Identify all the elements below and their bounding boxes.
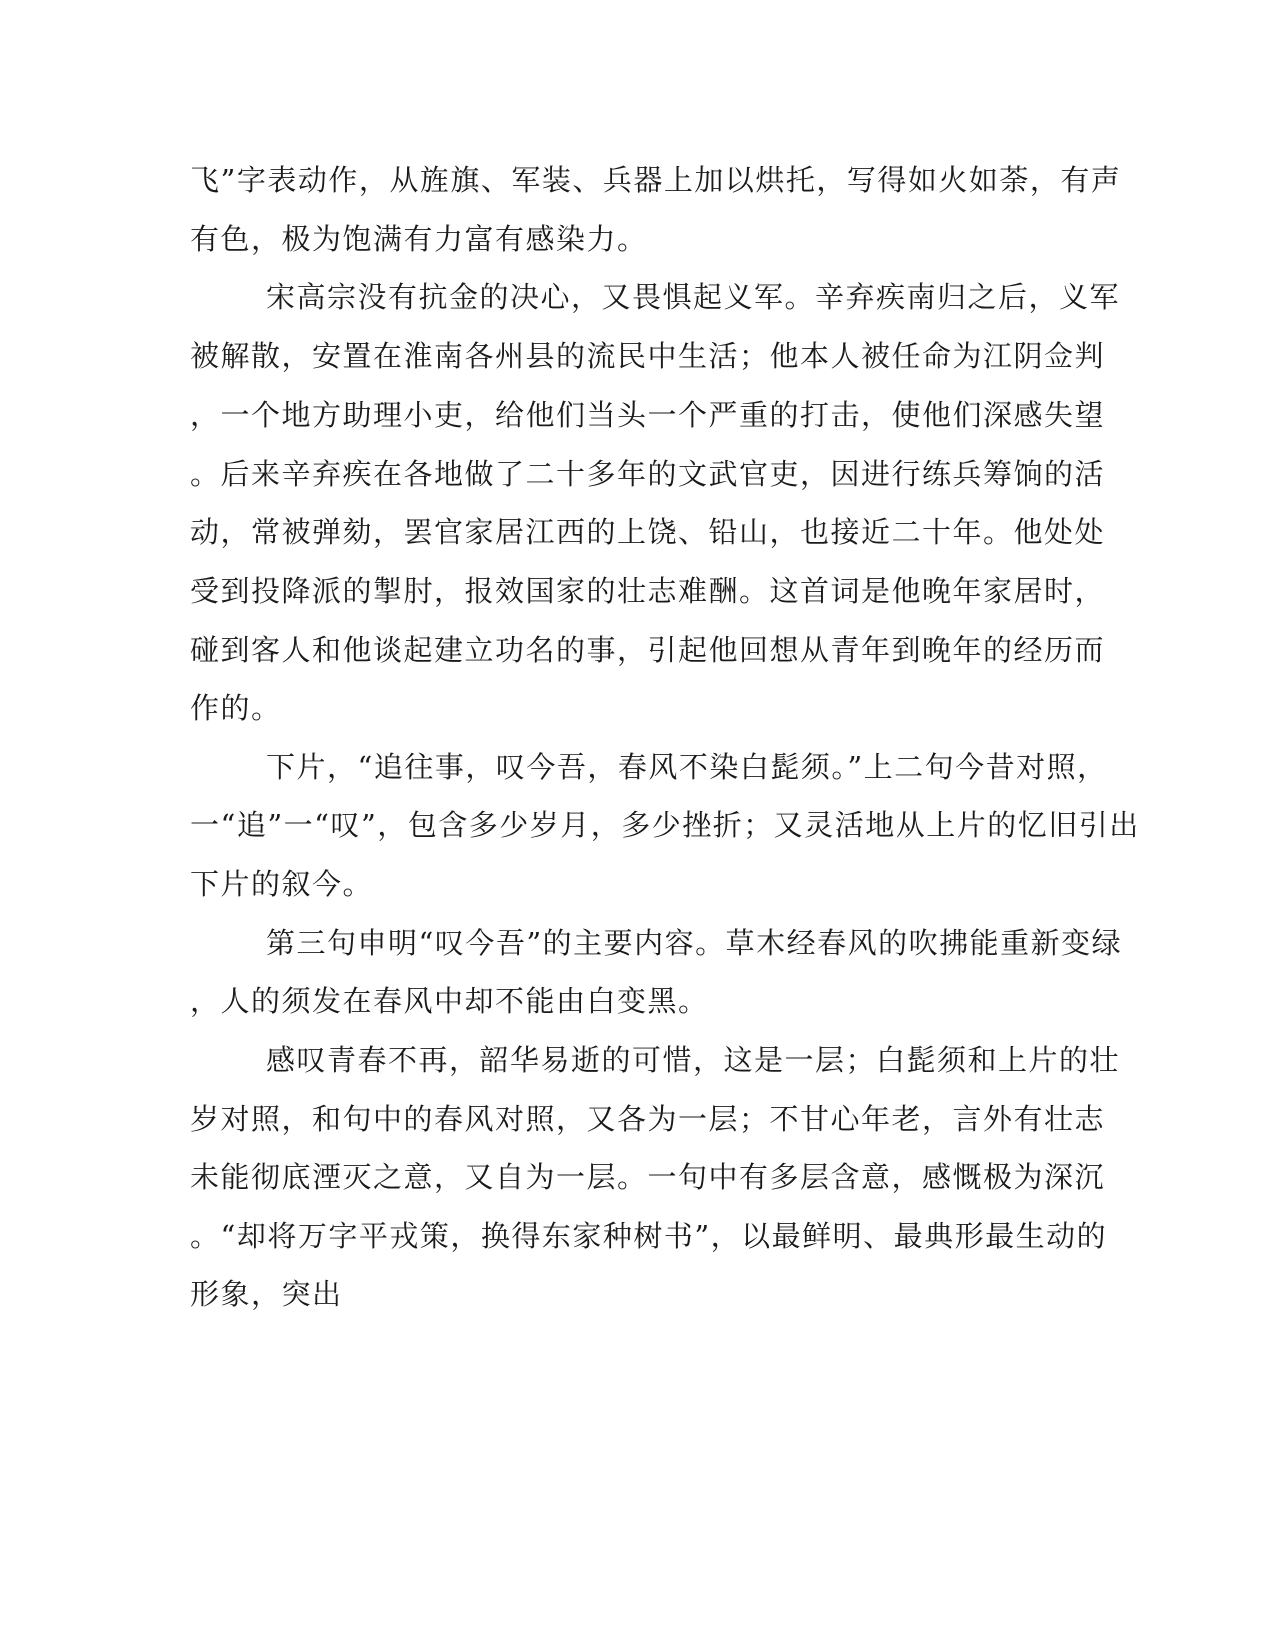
text-line: 未能彻底湮灭之意，又自为一层。一句中有多层含意，感慨极为深沉: [190, 1160, 1106, 1194]
text-line: 作的。: [190, 691, 282, 725]
text-line: 形象，突出: [190, 1277, 343, 1311]
text-line: 岁对照，和句中的春风对照，又各为一层；不甘心年老，言外有壮志: [190, 1102, 1106, 1136]
text-line: 碰到客人和他谈起建立功名的事，引起他回想从青年到晚年的经历而: [190, 633, 1106, 667]
text-line: 一“追”一“叹”，包含多少岁月，多少挫折；又灵活地从上片的忆旧引出: [190, 808, 1140, 842]
text-line: 下片的叙今。: [190, 867, 374, 901]
text-line: 动，常被弹劾，罢官家居江西的上饶、铅山，也接近二十年。他处处: [190, 515, 1106, 549]
text-line: 。后来辛弃疾在各地做了二十多年的文武官吏，因进行练兵筹饷的活: [190, 457, 1106, 491]
text-line: ，人的须发在春风中却不能由白变黑。: [190, 984, 709, 1018]
paragraph-start-line: 感叹青春不再，韶华易逝的可惜，这是一层；白髭须和上片的壮: [266, 1043, 1121, 1077]
text-line: 。“却将万字平戎策，换得东家种树书”，以最鲜明、最典形最生动的: [190, 1219, 1108, 1253]
text-line: 被解散，安置在淮南各州县的流民中生活；他本人被任命为江阴佥判: [190, 339, 1106, 373]
paragraph-start-line: 下片，“追往事，叹今吾，春风不染白髭须。”上二句今昔对照，: [266, 750, 1108, 784]
text-line: 有色，极为饱满有力富有感染力。: [190, 222, 648, 256]
text-line: 飞”字表动作，从旌旗、军装、兵器上加以烘托，写得如火如荼，有声: [190, 163, 1122, 197]
text-line: ，一个地方助理小吏，给他们当头一个严重的打击，使他们深感失望: [190, 398, 1106, 432]
text-line: 受到投降派的掣肘，报效国家的壮志难酬。这首词是他晚年家居时，: [190, 574, 1106, 608]
paragraph-start-line: 宋高宗没有抗金的决心，又畏惧起义军。辛弃疾南归之后，义军: [266, 280, 1121, 314]
paragraph-start-line: 第三句申明“叹今吾”的主要内容。草木经春风的吹拂能重新变绿: [266, 926, 1123, 960]
